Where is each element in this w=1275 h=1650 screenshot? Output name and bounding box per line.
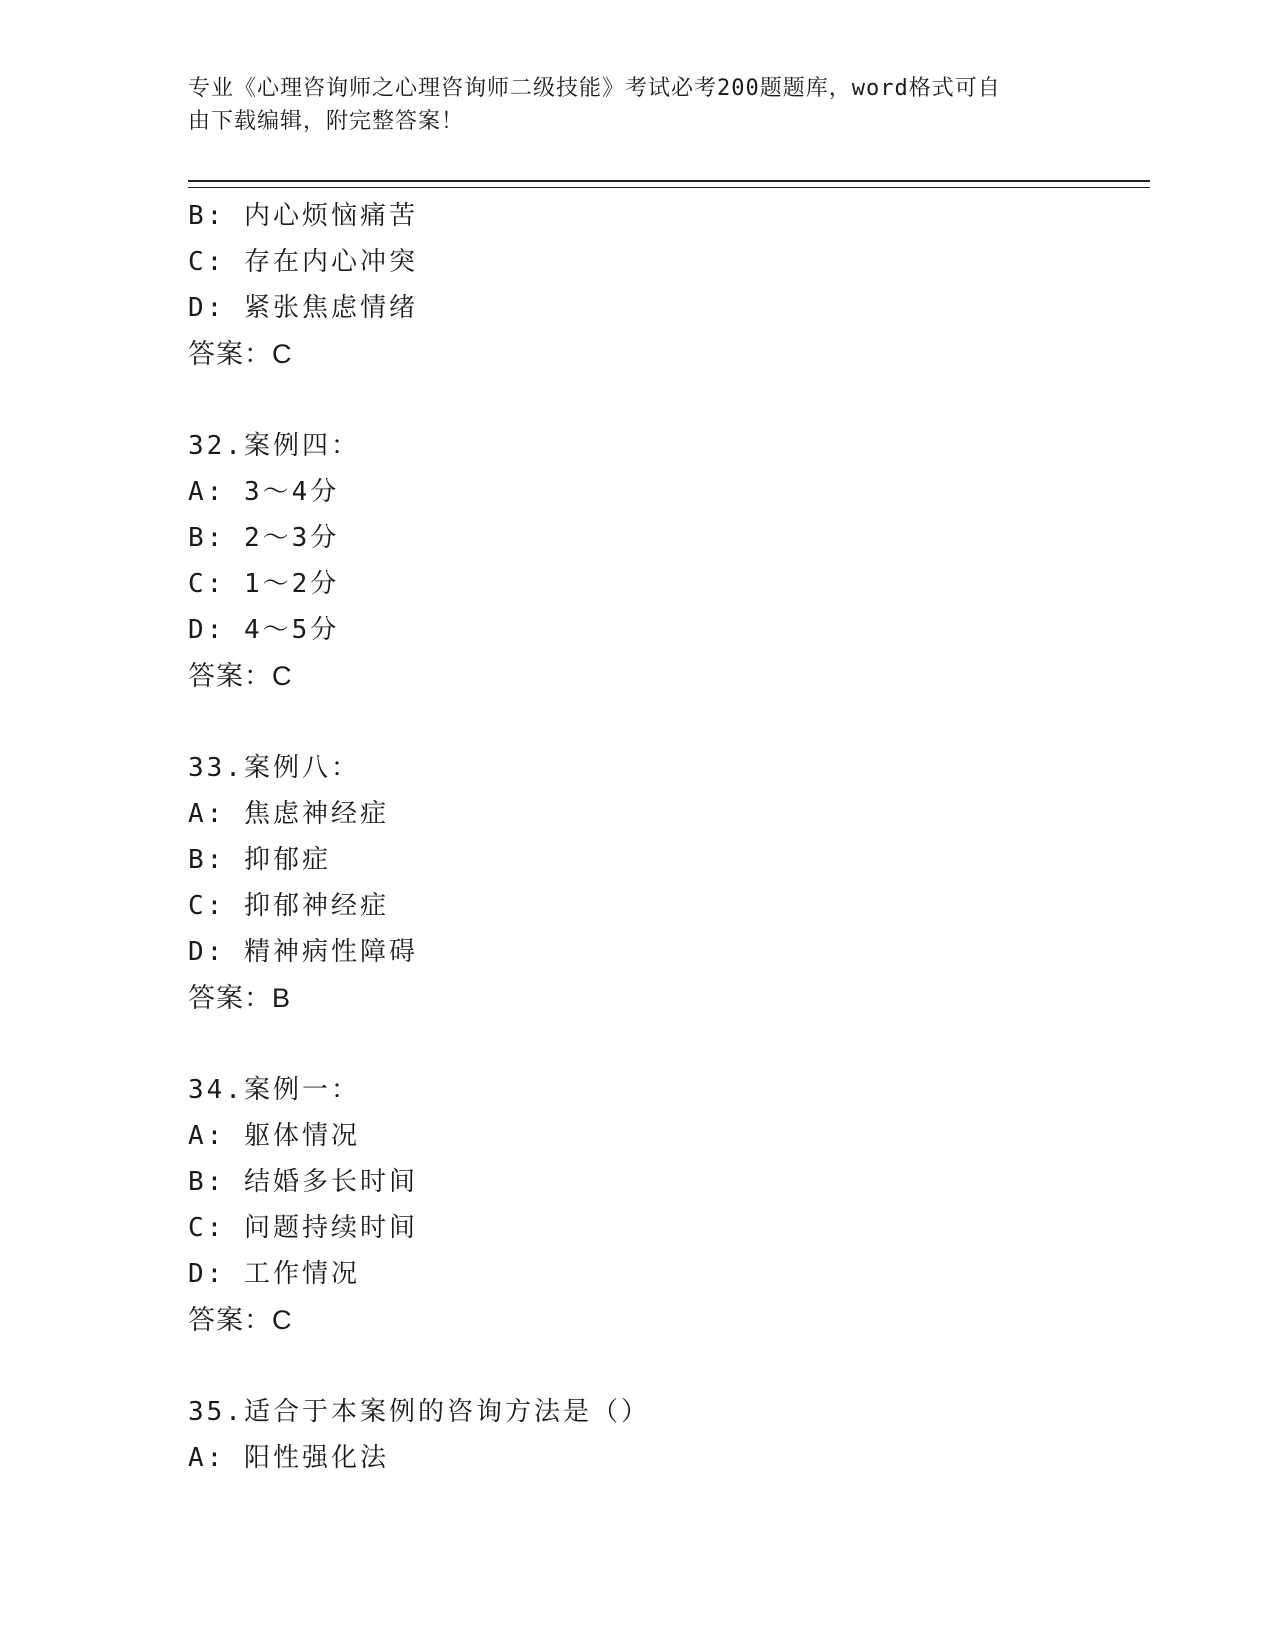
answer-line: 答案：B: [188, 983, 292, 1013]
option-line: A: 躯体情况: [188, 1121, 360, 1151]
spacer: [188, 377, 1138, 423]
option-line: D: 4～5分: [188, 615, 340, 645]
header-divider: [188, 180, 1150, 188]
option-line: B: 抑郁症: [188, 845, 331, 875]
option-line: C: 抑郁神经症: [188, 891, 389, 921]
answer-line: 答案：C: [188, 339, 293, 369]
option-line: C: 问题持续时间: [188, 1213, 418, 1243]
answer-line: 答案：C: [188, 1305, 293, 1335]
header-line-1: 专业《心理咨询师之心理咨询师二级技能》考试必考200题题库，word格式可自: [188, 76, 1001, 101]
spacer: [188, 699, 1138, 745]
option-line: C: 存在内心冲突: [188, 247, 418, 277]
option-line: A: 3～4分: [188, 477, 340, 507]
option-line: A: 阳性强化法: [188, 1443, 389, 1473]
answer-line: 答案：C: [188, 661, 293, 691]
question-list: [188, 193, 1138, 1481]
header-line-2: 由下载编辑，附完整答案！: [188, 109, 465, 134]
question-stem: 34.案例一：: [188, 1075, 360, 1105]
question-stem: 32.案例四：: [188, 431, 360, 461]
option-line: D: 工作情况: [188, 1259, 360, 1289]
question-stem: 35.适合于本案例的咨询方法是（）: [188, 1397, 650, 1427]
option-line: B: 2～3分: [188, 523, 340, 553]
option-line: C: 1～2分: [188, 569, 340, 599]
spacer: [188, 1021, 1138, 1067]
spacer: [188, 1343, 1138, 1389]
option-line: A: 焦虑神经症: [188, 799, 389, 829]
document-header: [188, 72, 1088, 138]
option-line: B: 内心烦恼痛苦: [188, 201, 418, 231]
option-line: D: 精神病性障碍: [188, 937, 418, 967]
option-line: B: 结婚多长时间: [188, 1167, 418, 1197]
question-stem: 33.案例八：: [188, 753, 360, 783]
option-line: D: 紧张焦虑情绪: [188, 293, 418, 323]
